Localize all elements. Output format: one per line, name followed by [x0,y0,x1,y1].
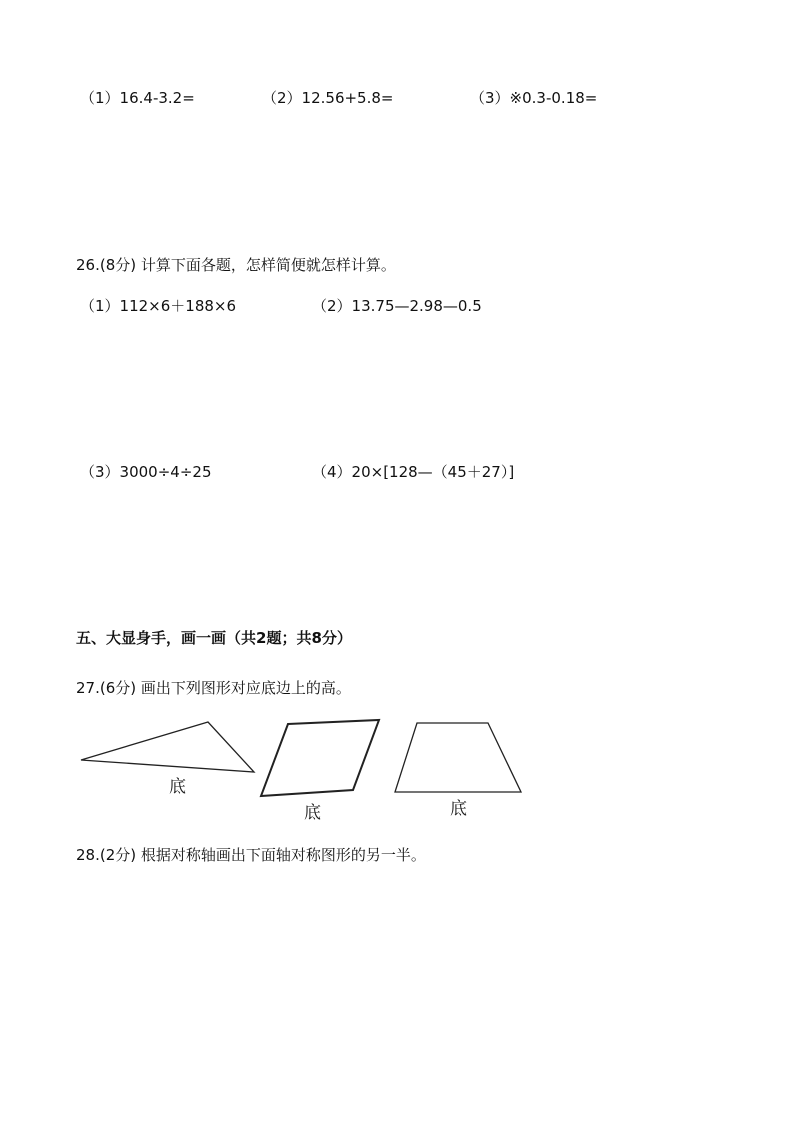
parallelogram-shape [261,720,379,796]
q26-item-4: （4）20×[128—（45＋27）] [312,463,515,481]
triangle-shape [81,722,254,772]
q26-item-1: （1）112×6＋188×6 [80,297,237,315]
q28-heading: 28.(2分) 根据对称轴画出下面轴对称图形的另一半。 [76,846,426,864]
q26-item-2: （2）13.75—2.98—0.5 [312,297,482,315]
q26-heading: 26.(8分) 计算下面各题，怎样简便就怎样计算。 [76,256,396,274]
trapezoid-base-label: 底 [450,799,467,819]
triangle-figure [81,722,254,797]
figures-svg [70,712,540,828]
triangle-base-label: 底 [169,777,186,797]
parallelogram-base-label: 底 [304,803,321,823]
q25-item-1: （1）16.4-3.2= [80,89,195,107]
section-title: 五、大显身手，画一画（共2题；共8分） [76,629,352,647]
q27-heading: 27.(6分) 画出下列图形对应底边上的高。 [76,679,351,697]
q25-item-2: （2）12.56+5.8= [262,89,394,107]
q26-item-3: （3）3000÷4÷25 [80,463,212,481]
parallelogram-figure [261,720,379,823]
trapezoid-figure [395,723,521,819]
q25-item-3: （3）※0.3-0.18= [470,89,598,107]
trapezoid-shape [395,723,521,792]
q27-figures [70,712,540,832]
